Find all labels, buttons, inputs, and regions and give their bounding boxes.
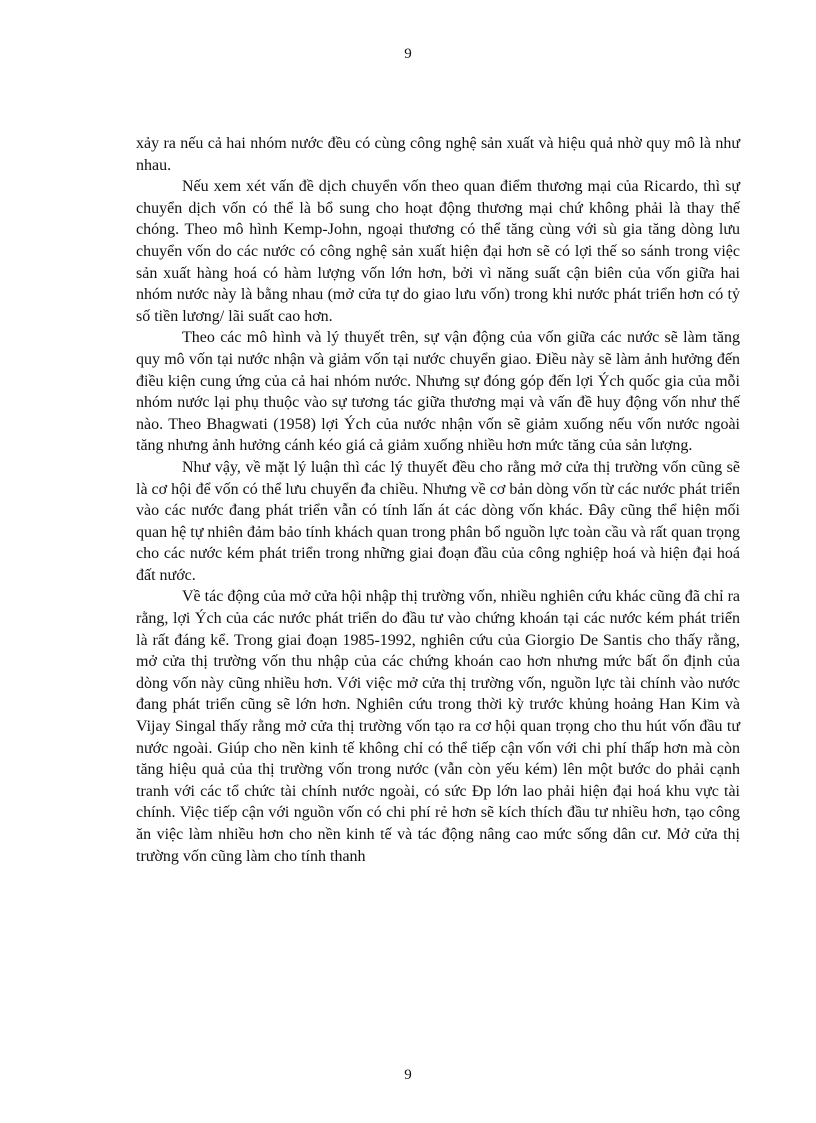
paragraph-capital-movement: Theo các mô hình và lý thuyết trên, sự vận động của vốn giữa các nước sẽ làm tăng quy mô vốn tại nước nhận và giảm vốn tại nước chuyển giao. Điều này sẽ làm ảnh hưởng đến điều kiện cung ứng của cả hai nhóm nước. Nhưng sự đóng góp đến lợi Ých quốc gia của mỗi nhóm nước lại phụ thuộc vào sự tương tác giữa thương mại và vấn đề huy động vốn như thế nào. Theo Bhagwati (1958) lợi Ých của nước nhận vốn sẽ giảm xuống nếu vốn nước ngoài tăng nhưng ảnh hưởng cánh kéo giá cả giảm xuống nhiều hơn mức tăng của sản lượng.	[136, 329, 740, 455]
document-body	[136, 133, 740, 867]
paragraph-ricardo: Nếu xem xét vấn đề dịch chuyển vốn theo quan điểm thương mại của Ricardo, thì sự chuyển dịch vốn có thể là bổ sung cho hoạt động thương mại chứ không phải là thay thế chóng. Theo mô hình Kemp-John, ngoại thương có thể tăng cùng với sù gia tăng dòng lưu chuyển vốn do các nước có công nghệ sản xuất hiện đại hơn sẽ có lợi thế so sánh trong việc sản xuất hàng hoá có hàm lượng vốn lớn hơn, bởi vì năng suất cận biên của vốn giữa hai nhóm nước này là bằng nhau (mở cửa tự do giao lưu vốn) trong khi nước phát triển hơn có tỷ số tiền lương/ lãi suất cao hơn.	[136, 178, 740, 325]
paragraph-continuation: xảy ra nếu cả hai nhóm nước đều có cùng công nghệ sản xuất và hiệu quả nhờ quy mô là như nhau.	[136, 135, 740, 174]
page-number-bottom: 9	[404, 1067, 412, 1083]
page-number-top: 9	[404, 46, 412, 62]
paragraph-market-opening-impact: Về tác động của mở cửa hội nhập thị trường vốn, nhiều nghiên cứu khác cũng đã chỉ ra rằng, lợi Ých của các nước phát triển do đầu tư vào chứng khoán tại các nước kém phát triển là rất đáng kể. Trong giai đoạn 1985-1992, nghiên cứu của Giorgio De Santis cho thấy rằng, mở cửa thị trường vốn thu nhập của các chứng khoán cao hơn nhưng mức bất ổn định của dòng vốn này cũng nhiều hơn. Với việc mở cửa thị trường vốn, nguồn lực tài chính vào nước đang phát triển cũng sẽ lớn hơn. Nghiên cứu trong thời kỳ trước khủng hoảng Han Kim và Vijay Singal thấy rằng mở cửa thị trường vốn tạo ra cơ hội quan trọng cho thu hút vốn đầu tư nước ngoài. Giúp cho nền kinh tế không chỉ có thể tiếp cận vốn với chi phí thấp hơn mà còn tăng hiệu quả của thị trường vốn trong nước (vẫn còn yếu kém) lên một bước do phải cạnh tranh với các tổ chức tài chính nước ngoài, có sức Ðp lớn lao phải hiện đại hoá khu vực tài chính. Việc tiếp cận với nguồn vốn có chi phí rẻ hơn sẽ kích thích đầu tư nhiều hơn, tạo công ăn việc làm nhiều hơn cho nền kinh tế và tác động nâng cao mức sống dân cư. Mở cửa thị trường vốn cũng làm cho tính thanh	[136, 588, 740, 865]
paragraph-theory-summary: Như vậy, về mặt lý luận thì các lý thuyết đều cho rằng mở cửa thị trường vốn cũng sẽ là cơ hội để vốn có thể lưu chuyển đa chiều. Nhưng về cơ bản dòng vốn từ các nước phát triển vào các nước đang phát triển vẫn có tính lấn át các dòng vốn khác. Đây cũng thể hiện mối quan hệ tự nhiên đảm bảo tính khách quan trong phân bổ nguồn lực toàn cầu và rất quan trọng cho các nước kém phát triển trong những giai đoạn đầu của công nghiệp hoá và hiện đại hoá đất nước.	[136, 458, 740, 584]
